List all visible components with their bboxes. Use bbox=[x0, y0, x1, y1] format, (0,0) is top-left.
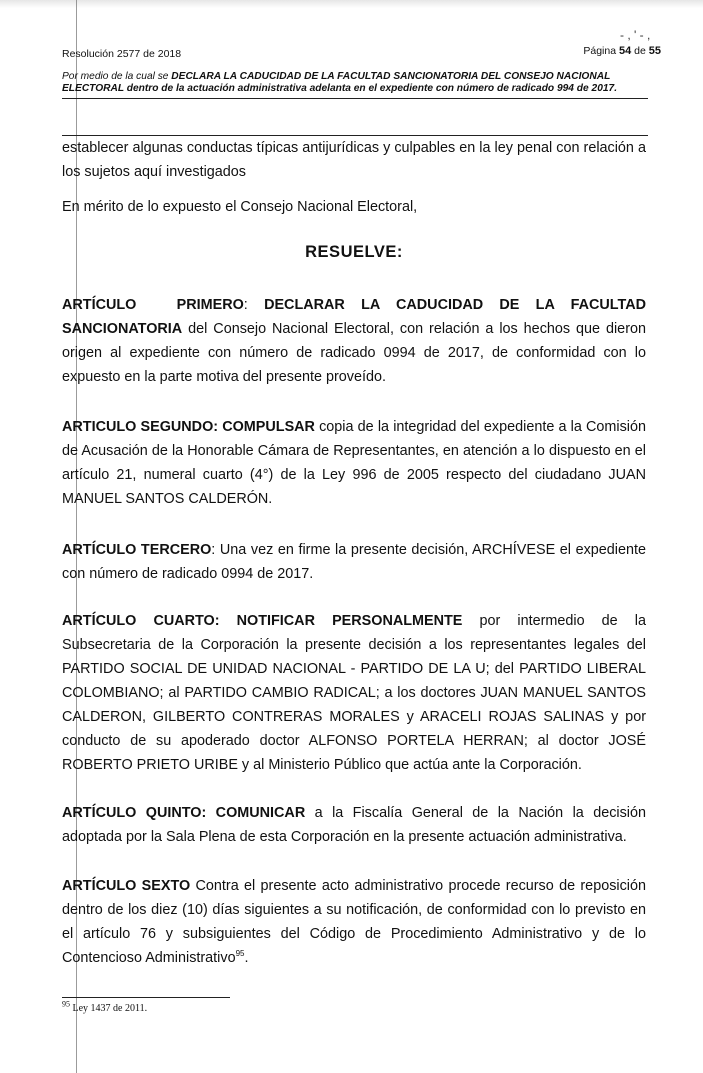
article-second: ARTICULO SEGUNDO: COMPULSAR copia de la integridad del expediente a la Comisión de Acusación de la Honorable Cámara de Representantes, en atención a lo dispuesto en el artículo 21, numeral cuarto (4°) de la Ley 996 de 2005 respecto del ciudadano JUAN MANUEL SANTOS CALDERÓN. bbox=[62, 419, 646, 507]
article-fifth: ARTÍCULO QUINTO: COMUNICAR a la Fiscalía General de la Nación la decisión adoptada por la Sala Plena de esta Corporación en la presente actuación administrativa. bbox=[62, 805, 646, 845]
subject-title: DECLARA LA CADUCIDAD DE LA FACULTAD SANCIONATORIA DEL CONSEJO NACIONAL ELECTORAL bbox=[62, 71, 611, 94]
article-first: ARTÍCULO PRIMERO: DECLARAR LA CADUCIDAD DE LA FACULTAD SANCIONATORIA del Consejo Nacional Electoral, con relación a los hechos que dieron origen al expediente con número de radicado 0994 de 2017, de conformidad con lo expuesto en la parte motiva del presente proveído. bbox=[62, 297, 646, 385]
handwritten-marks: - , ' - , bbox=[620, 28, 651, 42]
footnote-separator bbox=[62, 997, 230, 998]
page-total: 55 bbox=[648, 45, 661, 57]
article-sixth-label: ARTÍCULO SEXTO bbox=[62, 878, 191, 894]
article-second-label: ARTICULO SEGUNDO: COMPULSAR bbox=[62, 419, 315, 435]
page-indicator: Página 54 de 55 bbox=[583, 45, 661, 57]
document-subject: Por medio de la cual se DECLARA LA CADUCIDAD DE LA FACULTAD SANCIONATORIA DEL CONSEJO NACIONAL ELECTORAL dentro de la actuación administrativa adelanta en el expediente con número de radicado 994 de 2017. bbox=[62, 71, 618, 94]
footnote-reference: 95 bbox=[235, 949, 245, 959]
merit-paragraph: En mérito de lo expuesto el Consejo Nacional Electoral, bbox=[62, 199, 418, 215]
article-fifth-label: ARTÍCULO QUINTO: COMUNICAR bbox=[62, 805, 306, 821]
continuation-paragraph: establecer algunas conductas típicas antijurídicas y culpables en la ley penal con relación a los sujetos aquí investigados bbox=[62, 140, 646, 180]
footnote: $^{95}$ Ley 1437 de 2011. bbox=[62, 999, 148, 1014]
article-first-bold: DECLARAR LA CADUCIDAD DE LA FACULTAD SANCIONATORIA bbox=[62, 297, 646, 337]
article-fourth-label: ARTÍCULO CUARTO: NOTIFICAR PERSONALMENTE bbox=[62, 613, 463, 629]
article-first-label: ARTÍCULO PRIMERO bbox=[62, 297, 244, 313]
article-sixth: ARTÍCULO SEXTO Contra el presente acto administrativo procede recurso de reposición dentro de los diez (10) días siguientes a su notificación, de conformidad con lo previsto en el artículo 76 y subsiguientes del Código de Procedimiento Administrativo y de lo Contencioso Administrativo$^{95}$. bbox=[62, 878, 646, 966]
resolution-number: Resolución 2577 de 2018 bbox=[62, 48, 182, 60]
article-third-label: ARTÍCULO TERCERO bbox=[62, 542, 212, 558]
article-third: ARTÍCULO TERCERO: Una vez en firme la presente decisión, ARCHÍVESE el expediente con número de radicado 0994 de 2017. bbox=[62, 542, 646, 582]
page-number: 54 bbox=[618, 45, 632, 57]
footnote-number: 95 bbox=[62, 999, 70, 1009]
resolve-heading: RESUELVE: bbox=[305, 243, 403, 261]
scan-top-edge bbox=[0, 0, 703, 8]
header-rule-top bbox=[62, 98, 648, 99]
article-fourth: ARTÍCULO CUARTO: NOTIFICAR PERSONALMENTE por intermedio de la Subsecretaria de la Corporación la presente decisión a los representantes legales del PARTIDO SOCIAL DE UNIDAD NACIONAL - PARTIDO DE LA U; del PARTIDO LIBERAL COLOMBIANO; al PARTIDO CAMBIO RADICAL; a los doctores JUAN MANUEL SANTOS CALDERON, GILBERTO CONTRERAS MORALES y ARACELI ROJAS SALINAS y por conducto de su apoderado doctor ALFONSO PORTELA HERRAN; al doctor JOSÉ ROBERTO PRIETO URIBE y al Ministerio Público que actúa ante la Corporación. bbox=[62, 613, 646, 773]
